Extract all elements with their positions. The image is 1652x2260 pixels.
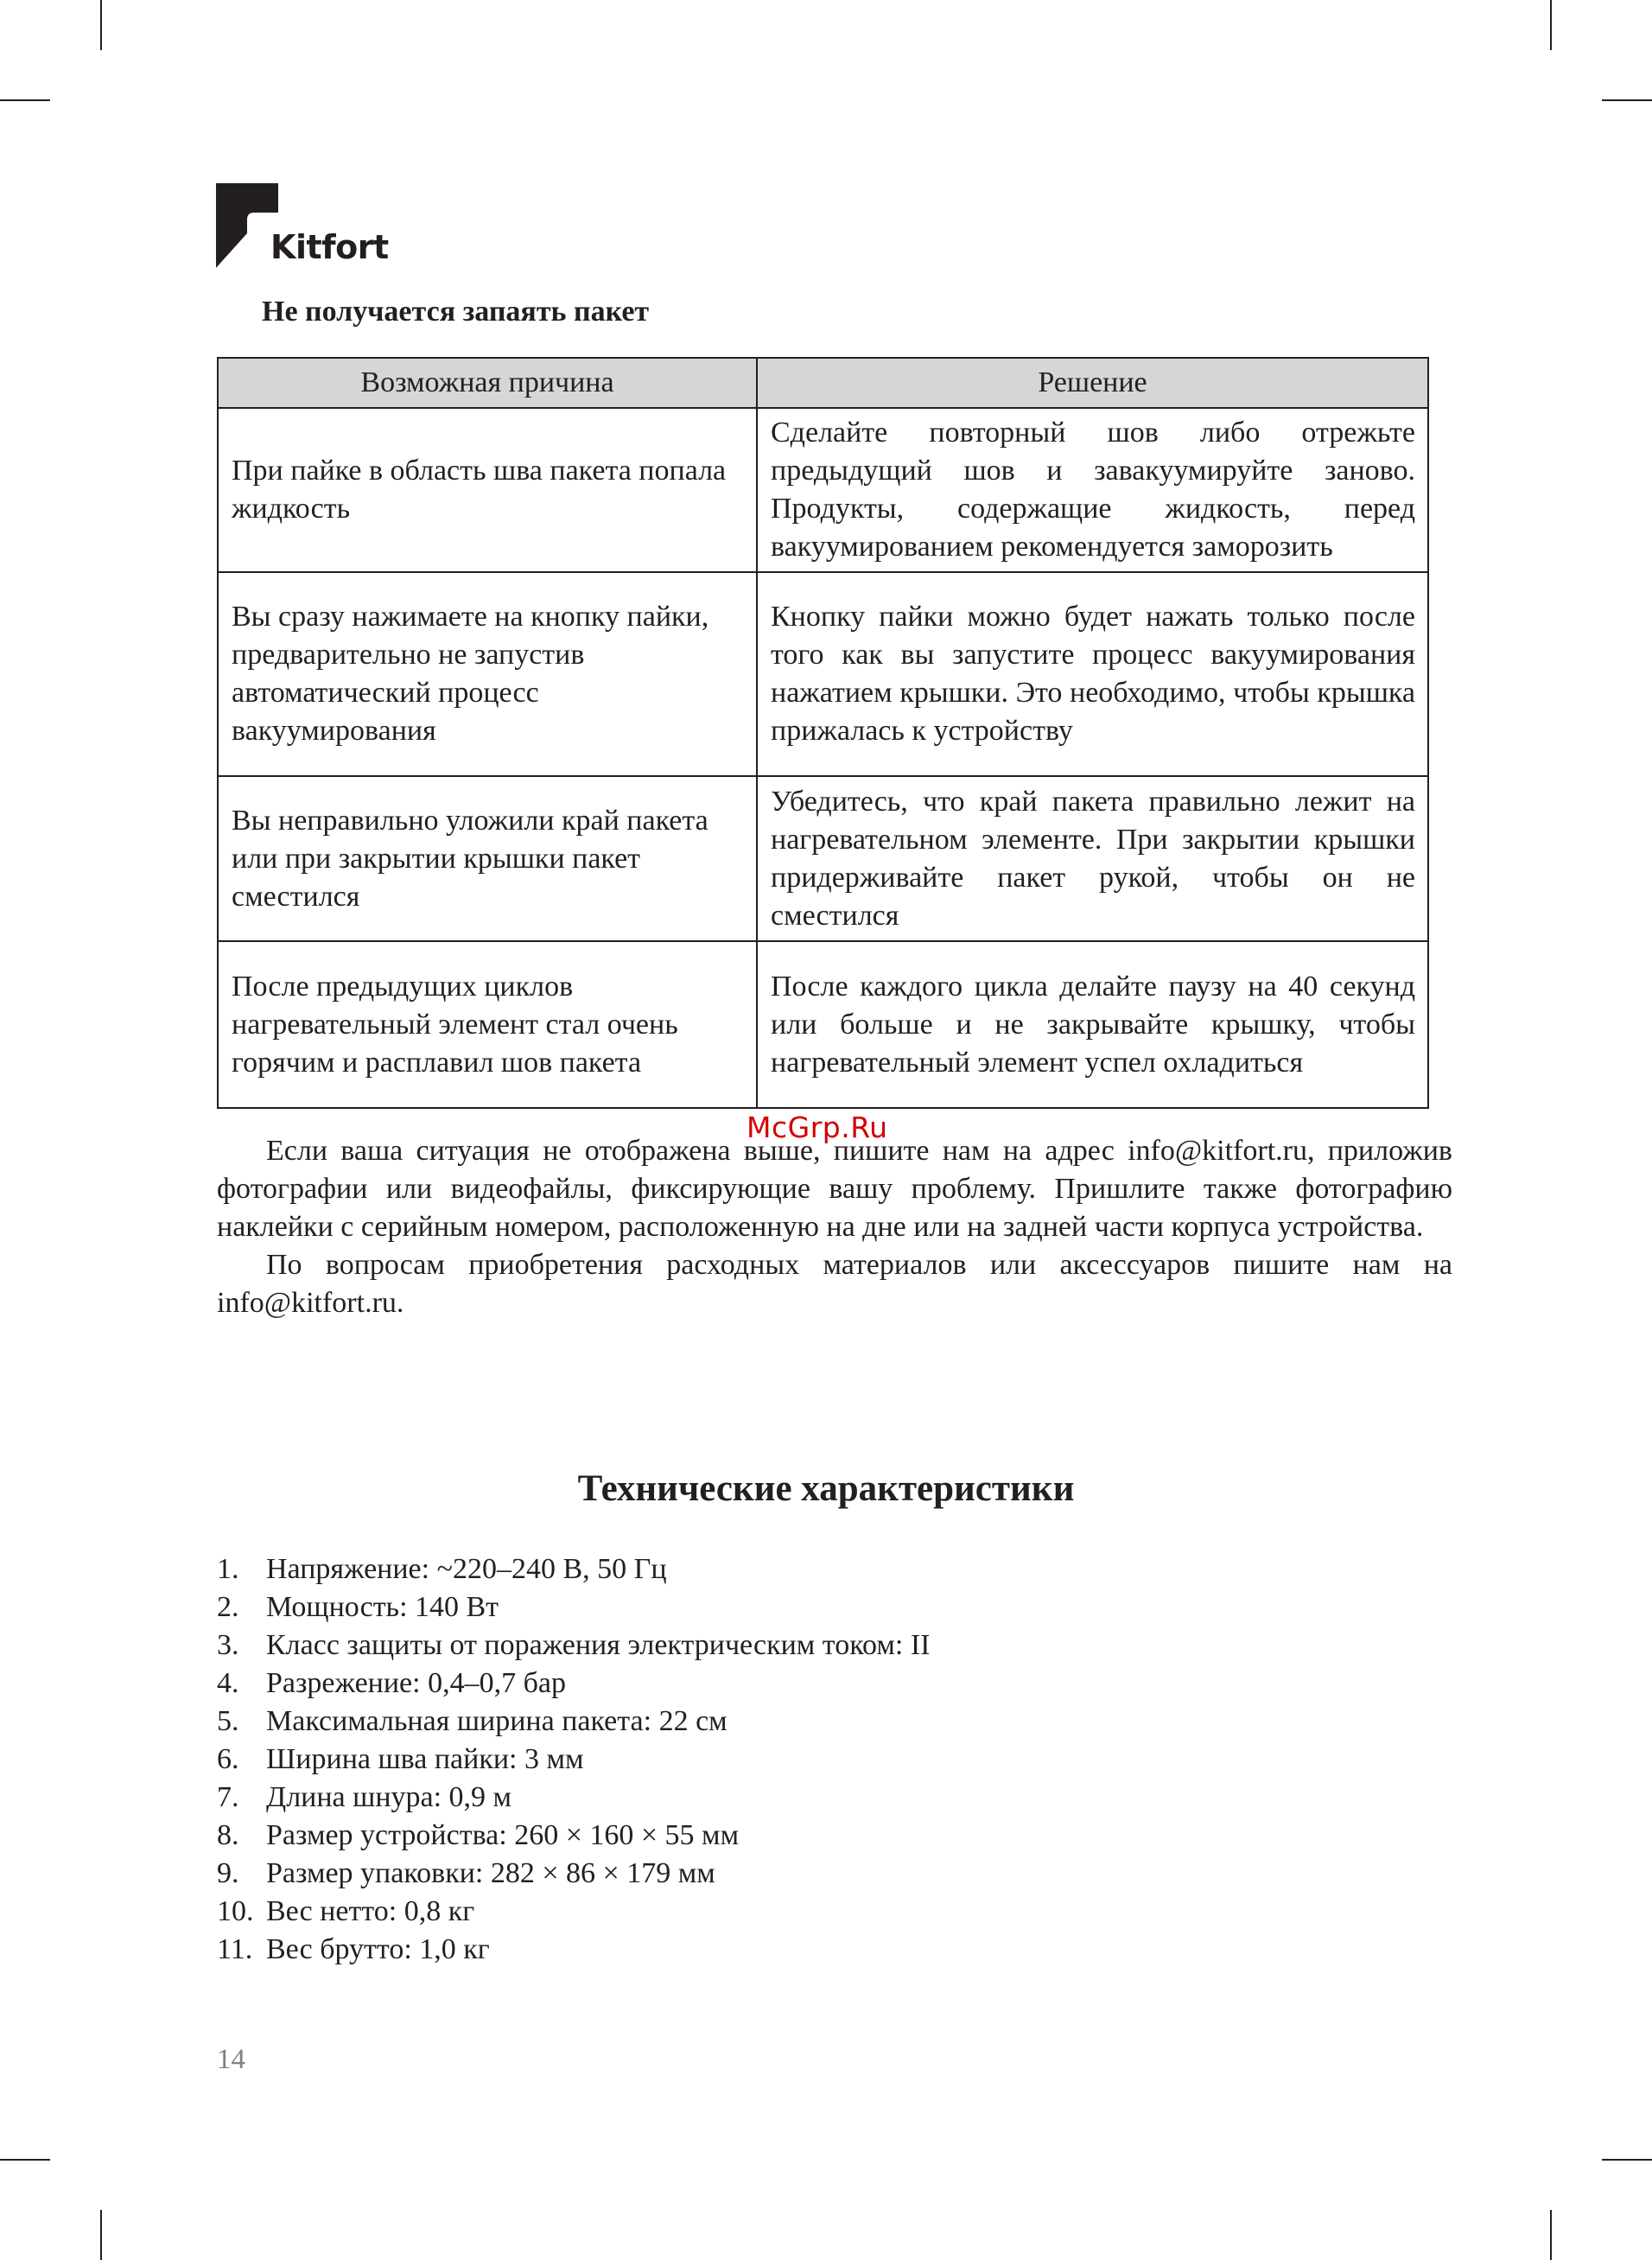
item-text: Размер устройства: 260 × 160 × 55 мм [266,1819,740,1851]
table-row [218,776,1428,941]
table-row [218,408,1428,572]
item-text: Мощность: 140 Вт [266,1591,499,1623]
item-number: 10. [217,1895,254,1927]
solution-cell: Убедитесь, что край пакета правильно лежит на нагревательном элементе. При закрытии крышки придерживайте пакет рукой, чтобы он не сместился [757,776,1428,941]
item-number: 2. [217,1591,239,1623]
list-item [217,1703,930,1741]
crop-mark [0,2159,50,2161]
item-text: Размер упаковки: 282 × 86 × 179 мм [266,1857,715,1889]
list-item [217,1665,930,1703]
solution-cell: После каждого цикла делайте паузу на 40 секунд или больше и не закрывайте крышку, чтобы нагревательный элемент успел охладиться [757,941,1428,1108]
item-text: Класс защиты от поражения электрическим током: II [266,1629,931,1661]
kitfort-logo-icon [216,183,278,268]
solution-cell: Сделайте повторный шов либо отрежьте предыдущий шов и завакуумируйте заново. Продукты, содержащие жидкость, перед вакуумированием рекомендуется заморозить [757,408,1428,572]
item-number: 9. [217,1857,239,1889]
list-item [217,1588,930,1627]
item-number: 4. [217,1667,239,1699]
crop-mark [0,99,50,101]
brand-logo [216,183,389,268]
crop-mark [1602,99,1652,101]
item-text: Максимальная ширина пакета: 22 см [266,1705,728,1737]
crop-mark [100,0,102,50]
item-text: Разрежение: 0,4–0,7 бар [266,1667,566,1699]
item-text: Вес брутто: 1,0 кг [266,1933,490,1965]
specs-list [217,1550,930,1969]
item-number: 1. [217,1553,239,1585]
cause-cell: При пайке в область шва пакета попала жидкость [218,408,757,572]
page-number: 14 [217,2044,245,2075]
list-item [217,1855,930,1893]
list-item [217,1817,930,1855]
troubleshooting-table [217,357,1429,1109]
item-text: Длина шнура: 0,9 м [266,1781,512,1813]
table-header-row [218,358,1428,408]
list-item [217,1741,930,1779]
solution-cell: Кнопку пайки можно будет нажать только после того как вы запустите процесс вакуумирования нажатием крышки. Это необходимо, чтобы крышка прижалась к устройству [757,572,1428,776]
crop-mark [100,2210,102,2260]
item-number: 11. [217,1933,253,1965]
brand-name: Kitfort [270,228,389,266]
crop-mark [1602,2159,1652,2161]
cause-cell: Вы неправильно уложили край пакета или при закрытии крышки пакет сместился [218,776,757,941]
crop-mark [1550,0,1552,50]
table-row [218,572,1428,776]
item-text: Ширина шва пайки: 3 мм [266,1743,584,1775]
specs-title: Технические характеристики [577,1468,1075,1509]
list-item [217,1931,930,1969]
section-title: Не получается запаять пакет [262,296,650,328]
list-item [217,1779,930,1817]
column-header-cause: Возможная причина [218,358,757,408]
paragraph: Если ваша ситуация не отображена выше, пишите нам на адрес info@kitfort.ru, приложив фотографии или видеофайлы, фиксирующие вашу проблему. Пришлите также фотографию наклейки с серийным номером, расположенную на дне или на задней части корпуса устройства. [217,1135,1452,1243]
item-number: 5. [217,1705,239,1737]
crop-mark [1550,2210,1552,2260]
item-number: 3. [217,1629,239,1661]
item-number: 8. [217,1819,239,1851]
list-item [217,1893,930,1931]
item-text: Вес нетто: 0,8 кг [266,1895,475,1927]
item-text: Напряжение: ~220–240 В, 50 Гц [266,1553,667,1585]
list-item [217,1550,930,1588]
cause-cell: После предыдущих циклов нагревательный элемент стал очень горячим и расплавил шов пакета [218,941,757,1108]
table-row [218,941,1428,1108]
paragraph: По вопросам приобретения расходных материалов или аксессуаров пишите нам на info@kitfort.ru. [217,1249,1452,1319]
contact-paragraphs [217,1132,1452,1322]
watermark: McGrp.Ru [747,1111,888,1144]
item-number: 6. [217,1743,239,1775]
column-header-solution: Решение [757,358,1428,408]
item-number: 7. [217,1781,239,1813]
list-item [217,1627,930,1665]
cause-cell: Вы сразу нажимаете на кнопку пайки, предварительно не запустив автоматический процесс вакуумирования [218,572,757,776]
